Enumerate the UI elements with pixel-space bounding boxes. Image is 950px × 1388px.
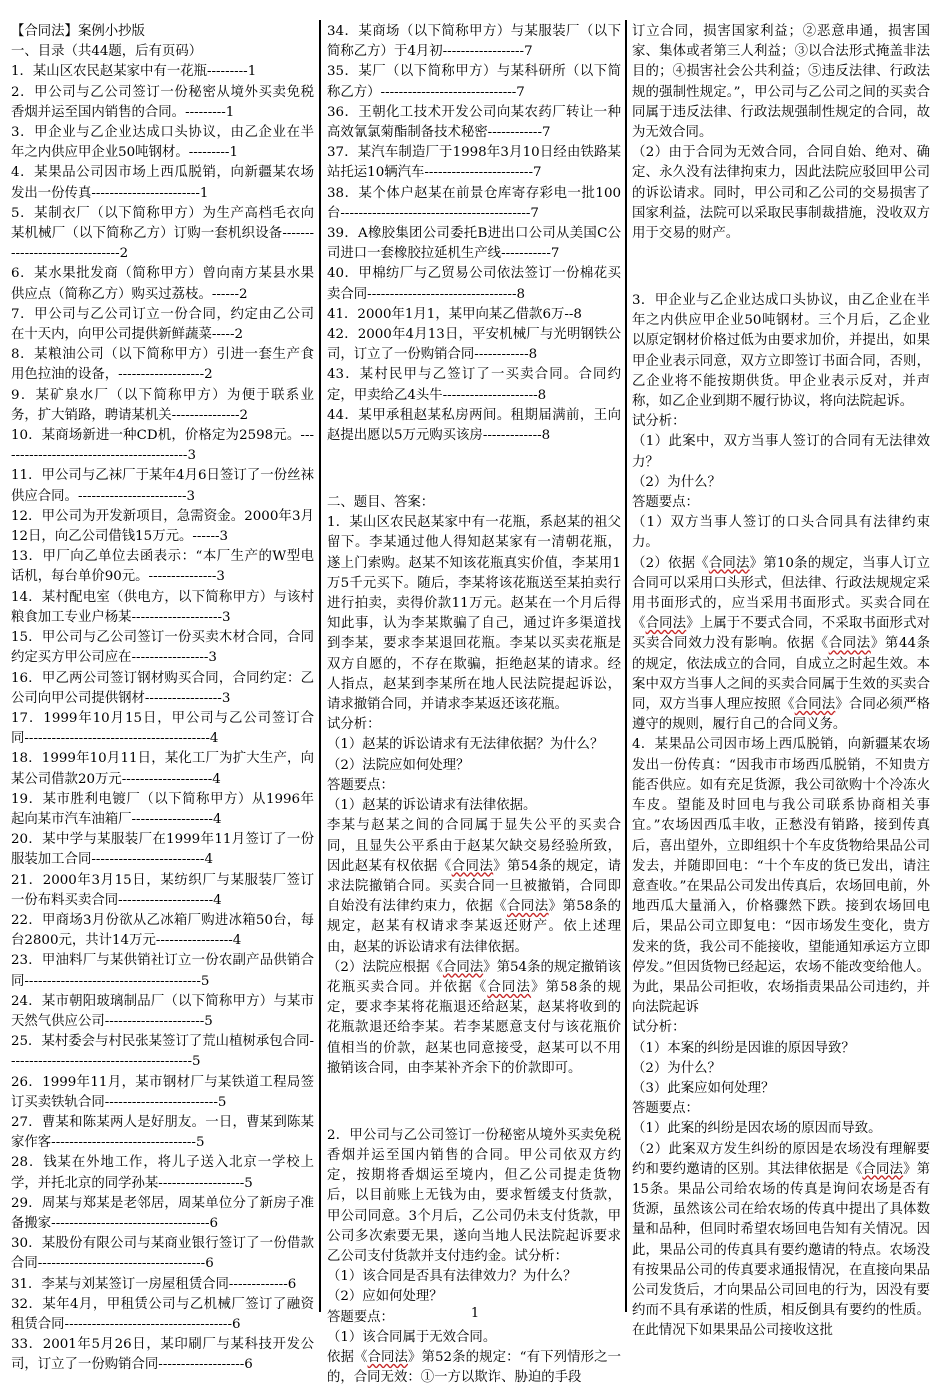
law-reference: 合同法 xyxy=(708,555,750,571)
law-reference: 合同法 xyxy=(862,1161,904,1177)
paragraph: 34．某商场（以下简称甲方）与某服装厂（以下简称乙方）于4月初------------------7 xyxy=(327,24,621,60)
paragraph: 40．甲棉纺厂与乙贸易公司依法签订一份棉花买卖合同---------------------------------8 xyxy=(327,266,621,302)
paragraph: 23．甲油料厂与某供销社订立一份农副产品供销合同---------------------------------------5 xyxy=(11,953,314,989)
paragraph: 36．王朝化工技术开发公司向某农药厂转让一种高效氰氯菊酯制备技术秘密------------7 xyxy=(327,104,621,141)
paragraph: 20．某中学与某服装厂在1999年11月签订了一份服装加工合同-------------------------4 xyxy=(11,832,314,868)
law-reference: 合同法 xyxy=(794,697,836,713)
paragraph: （1）赵某的诉讼请求有无法律依据？为什么？ xyxy=(327,737,604,753)
column-3 xyxy=(632,22,931,1339)
paragraph: （2）由于合同为无效合同，合同自始、绝对、确定、永久没有法律拘束力，因此法院应驳回甲公司的诉讼请求。同时，甲公司和乙公司的交易损害了国家利益，法院可以采取民事制裁措施，没收双方用于交易的财产。 xyxy=(632,145,930,242)
paragraph: 一、目录（共44题，后有页码） xyxy=(11,44,203,60)
paragraph: 答题要点： xyxy=(327,777,394,793)
paragraph: 39．A橡胶集团公司委托B进出口公司从美国C公司进口一套橡胶拉延机生产线-----------7 xyxy=(327,226,621,262)
paragraph: 30．某股份有限公司与某商业银行签订了一份借款合同-------------------------------------6 xyxy=(11,1236,314,1272)
paragraph: 2．甲公司与乙公司签订一份秘密从境外买卖免税香烟并运至国内销售的合同。---------1 xyxy=(11,84,314,120)
paragraph: 答题要点： xyxy=(632,1101,699,1117)
paragraph: （1）该合同是否具有法律效力？为什么？ xyxy=(327,1269,577,1285)
paragraph: （1）此案的纠纷是因农场的原因而导致。 xyxy=(632,1121,882,1137)
spacer xyxy=(327,460,621,480)
paragraph: （3）此案应如何处理？ xyxy=(632,1080,775,1096)
paragraph: 43．某村民甲与乙签订了一买卖合同。合同约定，甲卖给乙4头牛---------------------8 xyxy=(327,367,621,403)
paragraph: 32．某年4月，甲租赁公司与乙机械厂签订了融资租赁合同-------------------------------------6 xyxy=(11,1296,314,1332)
paragraph: 15．甲公司与乙公司签订一份买卖木材合同，合同约定买方甲公司应在-----------------3 xyxy=(11,630,314,666)
column-1 xyxy=(11,22,314,1373)
paragraph: 答题要点： xyxy=(632,495,699,511)
paragraph: 订立合同，损害国家利益；②恶意串通，损害国家、集体或者第三人利益；③以合法形式掩盖非法目的；④损害社会公共利益；⑤违反法律、行政法规的强制性规定。”，甲公司与乙公司之间的买卖合同属于违反法律、行政法规强制性规定的合同，故为无效合同。 xyxy=(632,24,930,141)
paragraph: 28．钱某在外地工作，将儿子送入北京一学校上学，并托北京的同学孙某-------------------5 xyxy=(11,1155,314,1191)
paragraph: 41．2000年1月1，某甲向某乙借款6万--8 xyxy=(327,306,582,322)
paragraph: 3．甲企业与乙企业达成口头协议，由乙企业在半年之内供应甲企业50吨钢材。三个月后，乙企业以原定钢材价格过低为由要求加价，并提出，如果甲企业表示同意，双方立即签订书面合同，否则，乙企业将不能按期供货。甲企业表示反对，并声称，如乙企业到期不履行协议，将向法院起诉。 xyxy=(632,293,930,410)
paragraph: 37．某汽车制造厂于1998年3月10日经由铁路某站托运10辆汽车------------------------7 xyxy=(327,145,621,181)
law-reference: 合同法 xyxy=(451,858,494,874)
paragraph: 11．甲公司与乙袜厂于某年4月6日签订了一份丝袜供应合同。------------------------3 xyxy=(11,468,314,504)
spacer xyxy=(327,1092,621,1112)
paragraph: 42．2000年4月13日，平安机械厂与光明钢铁公司，订立了一份购销合同------------8 xyxy=(327,327,621,363)
paragraph: 试分析： xyxy=(327,717,381,733)
paragraph: 5．某制衣厂（以下简称甲方）为生产高档毛衣向某机械厂（以下简称乙方）订购一套机织设备-------------------------------2 xyxy=(11,205,314,262)
paragraph: （2）法院应如何处理？ xyxy=(327,757,470,773)
column-2 xyxy=(327,22,622,1386)
paragraph: （1）赵某的诉讼请求有法律依据。 xyxy=(327,798,537,814)
paragraph: （1）双方当事人签订的口头合同具有法律约束力。 xyxy=(632,515,930,551)
paragraph: 29．周某与郑某是老邻居，周某单位分了新房子准备搬家-----------------------------------6 xyxy=(11,1195,314,1231)
paragraph: 答题要点： xyxy=(327,1309,394,1325)
paragraph: 1．某山区农民赵某家中有一花瓶，系赵某的祖父留下。李某通过他人得知赵某家有一清朝花瓶，遂上门索购。赵某不知该花瓶真实价值，李某用1万5千元买下。随后，李某将该花瓶送至某拍卖行进行拍卖，卖得价款11万元。赵某在一个月后得知此事，认为李某欺骗了自己，通过许多渠道找到李某，要求李某退回花瓶。李某以买卖花瓶是双方自愿的，不存在欺骗，拒绝赵某的请求。经人指点，赵某到李某所在地人民法院提起诉讼，请求撤销合同，并请求李某返还该花瓶。 xyxy=(327,515,621,713)
paragraph: （1）该合同属于无效合同。 xyxy=(327,1329,497,1345)
paragraph: 12．甲公司为开发新项目，急需资金。2000年3月12日，向乙公司借钱15万元。------3 xyxy=(11,508,314,545)
page-number: 1 xyxy=(470,1306,480,1321)
paragraph: 21．2000年3月15日，某纺织厂与某服装厂签订一份布料买卖合同---------------------4 xyxy=(11,872,314,908)
paragraph: 24．某市朝阳玻璃制品厂（以下简称甲方）与某市天然气供应公司----------------------5 xyxy=(11,993,314,1029)
spacer xyxy=(632,258,930,278)
paragraph: 14．某村配电室（供电方，以下简称甲方）与该村粮食加工专业户杨某--------------------3 xyxy=(11,589,314,625)
paragraph: 26．1999年11月，某市钢材厂与某铁道工程局签订买卖铁轨合同-------------------------5 xyxy=(11,1074,314,1110)
paragraph: 6．某水果批发商（简称甲方）曾向南方某县水果供应点（简称乙方）购买过荔枝。------2 xyxy=(11,266,314,302)
paragraph: （2）法院应根据《合同法》第54条的规定撤销该花瓶买卖合同。并依据《合同法》第58条的规定，要求李某将花瓶退还给赵某，赵某将收到的花瓶款退还给李某。若李某愿意支付与该花瓶价值相当的价款，赵某也同意接受，赵某可以不用撤销该合同，由李某补齐余下的价款即可。 xyxy=(327,959,622,1076)
paragraph: 35．某厂（以下简称甲方）与某科研所（以下简称乙方）------------------------------7 xyxy=(327,64,621,100)
paragraph: 二、题目、答案： xyxy=(327,495,435,511)
law-reference: 合同法 xyxy=(507,899,549,915)
paragraph: 22．甲商场3月份欲从乙冰箱厂购进冰箱50台，每台2800元，共计14万元-----------------4 xyxy=(11,912,314,949)
column-divider xyxy=(319,20,321,1312)
paragraph: 3．甲企业与乙企业达成口头协议，由乙企业在半年之内供应甲企业50吨钢材。---------1 xyxy=(11,125,314,161)
paragraph: 4．某果品公司因市场上西瓜脱销，向新疆某农场发出一份传真------------------------1 xyxy=(11,165,314,201)
paragraph: （2）应如何处理？ xyxy=(327,1289,443,1305)
paragraph: （2）为什么？ xyxy=(632,474,721,490)
paragraph: 1．某山区农民赵某家中有一花瓶---------1 xyxy=(11,64,257,80)
paragraph: （2）此案双方发生纠纷的原因是农场没有理解要约和要约邀请的区别。其法律依据是《合同法》第15条。果品公司给农场的传真是询问农场是否有货源，虽然该公司在给农场的传真中提出了具体数量和品种，但同时希望农场回电告知有关情况。因此，果品公司的传真具有要约邀请的特点。农场没有按果品公司的传真要求通报情况，在直接向果品公司发货后，才向果品公司回电的行为，因没有要约而不具有承诺的性质，相反倒具有要约的性质。在此情况下如果果品公司接收这批 xyxy=(632,1141,931,1339)
paragraph: （1）此案中，双方当事人签订的合同有无法律效力？ xyxy=(632,434,930,470)
paragraph: （2）依据《合同法》第10条的规定，当事人订立合同可以采用口头形式，但法律、行政法规规定采用书面形式的，应当采用书面形式。买卖合同在《合同法》上属于不要式合同，不采取书面形式对买卖合同效力没有影响。依据《合同法》第44条的规定，依法成立的合同，自成立之时起生效。本案中双方当事人之间的买卖合同属于生效的买卖合同，双方当事人理应按照《合同法》合同必须严格遵守的规则，履行自己的合同义务。 xyxy=(632,555,931,733)
law-reference: 合同法 xyxy=(367,1349,408,1365)
paragraph: 10．某商场新进一种CD机，价格定为2598元。------------------------------------------3 xyxy=(11,428,314,464)
paragraph: （1）本案的纠纷是因谁的原因导致？ xyxy=(632,1040,855,1056)
paragraph: 依据《合同法》第52条的规定：“有下列情形之一的，合同无效：①一方以欺诈、胁迫的手段 xyxy=(327,1349,621,1386)
paragraph: 31．李某与刘某签订一房屋租赁合同-------------6 xyxy=(11,1276,297,1292)
paragraph: 44．某甲承租赵某私房两间。租期届满前，王向赵提出愿以5万元购买该房-------------8 xyxy=(327,407,621,444)
paragraph: 25．某村委会与村民张某签订了荒山植树承包合同-----------------------------------------5 xyxy=(11,1034,314,1070)
paragraph: 李某与赵某之间的合同属于显失公平的买卖合同，且显失公平系由于赵某欠缺交易经验所致，因此赵某有权依据《合同法》第54条的规定，请求法院撤销合同。买卖合同一旦被撤销，合同即自始没有法律约束力，依据《合同法》第58条的规定，赵某有权请求李某返还财产。依上述理由，赵某的诉讼请求有法律依据。 xyxy=(327,818,622,955)
paragraph: 7．甲公司与乙公司订立一份合同，约定由乙公司在十天内，向甲公司提供新鲜蔬菜-----2 xyxy=(11,306,314,343)
paragraph: 试分析： xyxy=(632,1020,686,1036)
paragraph: 38．某个体户赵某在前景仓库寄存彩电一批100台------------------------------------------7 xyxy=(327,185,621,221)
paragraph: 16．甲乙两公司签订钢材购买合同，合同约定：乙公司向甲公司提供钢材-----------------3 xyxy=(11,670,314,706)
law-reference: 合同法 xyxy=(828,636,871,652)
law-reference: 合同法 xyxy=(487,979,532,995)
paragraph: 18．1999年10月11日，某化工厂为扩大生产，向某公司借款20万元--------------------4 xyxy=(11,751,314,787)
paragraph: 试分析： xyxy=(632,414,686,430)
column-divider xyxy=(625,20,627,1312)
paragraph: 【合同法】案例小抄版 xyxy=(11,24,145,39)
paragraph: 8．某粮油公司（以下简称甲方）引进一套生产食用色拉油的设备，-------------------2 xyxy=(11,347,314,383)
paragraph: 33．2001年5月26日，某印刷厂与某科技开发公司，订立了一份购销合同-------------------6 xyxy=(11,1337,314,1373)
paragraph: （2）为什么？ xyxy=(632,1060,721,1076)
paragraph: 19．某市胜利电镀厂（以下简称甲方）从1996年起向某市汽车油箱厂------------------4 xyxy=(11,791,314,827)
paragraph: 27．曹某和陈某两人是好朋友。一日，曹某到陈某家作客--------------------------------5 xyxy=(11,1114,314,1151)
law-reference: 合同法 xyxy=(645,616,687,632)
paragraph: 9．某矿泉水厂（以下简称甲方）为便于联系业务，扩大销路，聘请某机关---------------2 xyxy=(11,387,314,423)
paragraph: 13．甲厂向乙单位去函表示：“本厂生产的W型电话机，每台单价90元。---------------3 xyxy=(11,549,314,585)
paragraph: 4．某果品公司因市场上西瓜脱销，向新疆某农场发出一份传真：“因我市市场西瓜脱销，不知贵方能否供应。如有充足货源，我公司欲购十个冷冻火车皮。望能及时回电与我公司联系协商相关事宜。”农场因西瓜丰收，正愁没有销路，接到传真后，喜出望外，立即组织十个车皮货物给果品公司发去，并随即回电：“十个车皮的货已发出，请注意查收。”在果品公司发出传真后，农场回电前，外地西瓜大量涌入，价格骤然下跌。接到农场回电后，果品公司立即复电：“因市场发生变化，贵方发来的货，我公司不能接收，望能通知承运方立即停发。”但因货物已经起运，农场不能改变给他人。为此，果品公司拒收，农场指责果品公司违约，并向法院起诉 xyxy=(632,737,930,1016)
paragraph: 2．甲公司与乙公司签订一份秘密从境外买卖免税香烟并运至国内销售的合同。甲公司依双方约定，按期将香烟运至境内，但乙公司提走货物后，以目前账上无钱为由，要求暂缓支付货款，甲公司同意。3个月后，乙公司仍未支付货款，甲公司多次索要无果，遂向当地人民法院起诉要求乙公司支付货款并支付违约金。试分析： xyxy=(327,1127,621,1264)
law-reference: 合同法 xyxy=(442,959,484,975)
paragraph: 17．1999年10月15日，甲公司与乙公司签订合同-----------------------------------------4 xyxy=(11,710,314,747)
